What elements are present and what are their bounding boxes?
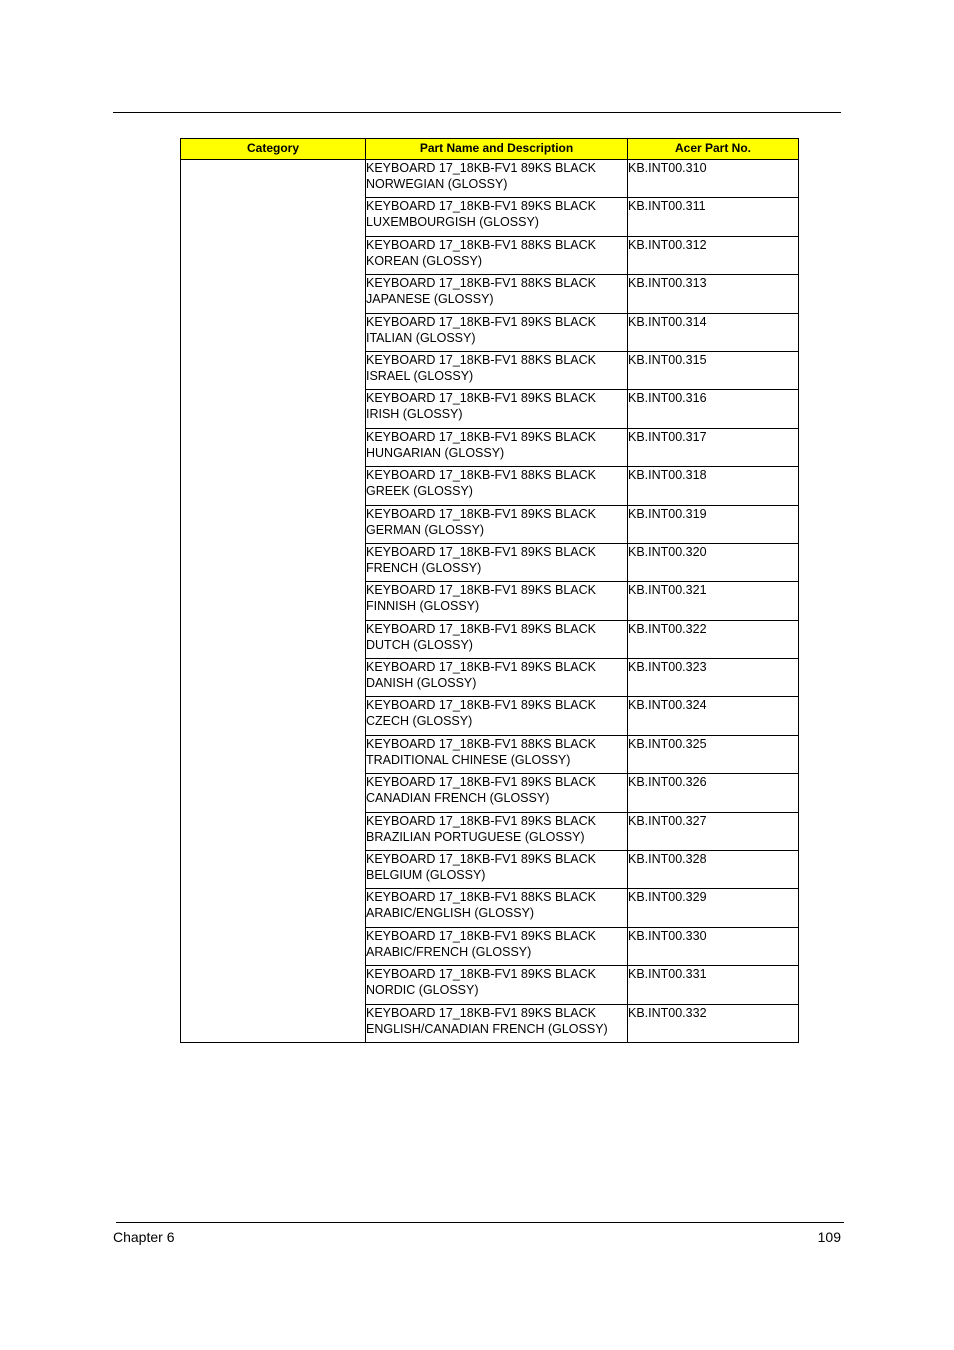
part-description-cell (366, 889, 628, 927)
part-description-line1: KEYBOARD 17_18KB-FV1 89KS BLACK (366, 928, 596, 943)
part-description-line1: KEYBOARD 17_18KB-FV1 89KS BLACK (366, 583, 596, 598)
part-description-line1: KEYBOARD 17_18KB-FV1 89KS BLACK (366, 967, 596, 982)
part-description-line2: NORWEGIAN (GLOSSY) (366, 177, 508, 191)
part-description-cell (366, 1004, 628, 1042)
part-description-line2: TRADITIONAL CHINESE (GLOSSY) (366, 752, 571, 767)
part-description-line2: CANADIAN FRENCH (GLOSSY) (366, 791, 550, 806)
part-description-cell (366, 467, 628, 505)
part-description-line2: ENGLISH/CANADIAN FRENCH (GLOSSY) (366, 1021, 608, 1036)
part-description-line2: FINNISH (GLOSSY) (366, 599, 480, 614)
table-row (181, 160, 799, 198)
header-rule (113, 112, 841, 113)
part-description-cell (366, 390, 628, 428)
part-description-line1: KEYBOARD 17_18KB-FV1 89KS BLACK (366, 429, 596, 444)
part-description-line2: IRISH (GLOSSY) (366, 407, 463, 422)
part-number-cell: KB.INT00.325 (628, 735, 799, 773)
part-description-cell (366, 351, 628, 389)
part-number-cell: KB.INT00.329 (628, 889, 799, 927)
part-description-line2: FRENCH (GLOSSY) (366, 560, 482, 575)
part-description-line2: GERMAN (GLOSSY) (366, 522, 485, 537)
part-description-cell (366, 160, 628, 198)
part-description-line2: LUXEMBOURGISH (GLOSSY) (366, 215, 539, 230)
part-description-line2: NORDIC (GLOSSY) (366, 983, 479, 998)
part-description-cell (366, 966, 628, 1004)
column-header-category: Category (181, 139, 366, 160)
part-description-line1: KEYBOARD 17_18KB-FV1 89KS BLACK (366, 775, 596, 790)
part-number-cell: KB.INT00.314 (628, 313, 799, 351)
part-number-cell: KB.INT00.320 (628, 543, 799, 581)
part-description-line1: KEYBOARD 17_18KB-FV1 88KS BLACK (366, 237, 596, 252)
part-number-cell: KB.INT00.328 (628, 851, 799, 889)
part-description-cell (366, 313, 628, 351)
part-description-line2: ITALIAN (GLOSSY) (366, 330, 476, 345)
part-description-line1: KEYBOARD 17_18KB-FV1 89KS BLACK (366, 660, 596, 675)
part-description-line1: KEYBOARD 17_18KB-FV1 88KS BLACK (366, 890, 596, 905)
part-description-line1: KEYBOARD 17_18KB-FV1 88KS BLACK (366, 468, 596, 483)
part-number-cell: KB.INT00.312 (628, 236, 799, 274)
table-body (181, 160, 799, 1043)
part-description-cell (366, 582, 628, 620)
part-description-line2: CZECH (GLOSSY) (366, 714, 473, 729)
part-description-line1: KEYBOARD 17_18KB-FV1 89KS BLACK (366, 506, 596, 521)
part-description-line1: KEYBOARD 17_18KB-FV1 89KS BLACK (366, 199, 596, 214)
part-number-cell: KB.INT00.316 (628, 390, 799, 428)
part-description-cell (366, 812, 628, 850)
part-number-cell: KB.INT00.310 (628, 160, 799, 198)
part-number-cell: KB.INT00.322 (628, 620, 799, 658)
part-description-cell (366, 428, 628, 466)
part-number-cell: KB.INT00.318 (628, 467, 799, 505)
part-description-line2: KOREAN (GLOSSY) (366, 253, 482, 268)
part-description-cell (366, 851, 628, 889)
part-number-cell: KB.INT00.332 (628, 1004, 799, 1042)
part-number-cell: KB.INT00.321 (628, 582, 799, 620)
part-number-cell: KB.INT00.311 (628, 198, 799, 236)
part-description-line2: ARABIC/ENGLISH (GLOSSY) (366, 906, 535, 921)
part-description-cell (366, 275, 628, 313)
column-header-part-name: Part Name and Description (366, 139, 628, 160)
part-description-cell (366, 505, 628, 543)
part-description-line2: JAPANESE (GLOSSY) (366, 292, 494, 307)
part-description-cell (366, 198, 628, 236)
part-number-cell: KB.INT00.323 (628, 659, 799, 697)
part-description-line2: DANISH (GLOSSY) (366, 676, 477, 691)
part-number-cell: KB.INT00.331 (628, 966, 799, 1004)
footer-rule (116, 1222, 844, 1223)
part-description-cell (366, 236, 628, 274)
part-description-line2: GREEK (GLOSSY) (366, 484, 473, 499)
part-description-cell (366, 774, 628, 812)
part-description-line2: HUNGARIAN (GLOSSY) (366, 445, 505, 460)
part-description-line1: KEYBOARD 17_18KB-FV1 89KS BLACK (366, 314, 596, 329)
part-description-cell (366, 697, 628, 735)
part-number-cell: KB.INT00.319 (628, 505, 799, 543)
part-description-cell (366, 543, 628, 581)
footer-page-number: 109 (817, 1229, 841, 1245)
part-description-line1: KEYBOARD 17_18KB-FV1 89KS BLACK (366, 1005, 596, 1020)
footer-chapter: Chapter 6 (113, 1229, 175, 1245)
part-description-cell (366, 620, 628, 658)
part-description-line1: KEYBOARD 17_18KB-FV1 89KS BLACK (366, 813, 596, 828)
part-description-line1: KEYBOARD 17_18KB-FV1 88KS BLACK (366, 276, 596, 291)
part-number-cell: KB.INT00.326 (628, 774, 799, 812)
part-description-cell (366, 659, 628, 697)
part-description-line1: KEYBOARD 17_18KB-FV1 89KS BLACK (366, 852, 596, 867)
part-description-line1: KEYBOARD 17_18KB-FV1 88KS BLACK (366, 736, 596, 751)
part-number-cell: KB.INT00.313 (628, 275, 799, 313)
category-cell (181, 160, 366, 1043)
part-description-cell (366, 927, 628, 965)
part-description-cell (366, 735, 628, 773)
part-description-line1: KEYBOARD 17_18KB-FV1 89KS BLACK (366, 391, 596, 406)
part-description-line1: KEYBOARD 17_18KB-FV1 88KS BLACK (366, 352, 596, 367)
part-description-line2: DUTCH (GLOSSY) (366, 637, 473, 652)
part-description-line1: KEYBOARD 17_18KB-FV1 89KS BLACK (366, 698, 596, 713)
column-header-part-number: Acer Part No. (628, 139, 799, 160)
part-description-line1: KEYBOARD 17_18KB-FV1 89KS BLACK (366, 621, 596, 636)
part-number-cell: KB.INT00.317 (628, 428, 799, 466)
part-description-line1: KEYBOARD 17_18KB-FV1 89KS BLACK (366, 544, 596, 559)
part-description-line2: ARABIC/FRENCH (GLOSSY) (366, 944, 532, 959)
part-description-line2: BRAZILIAN PORTUGUESE (GLOSSY) (366, 829, 585, 844)
parts-table (180, 138, 799, 1043)
part-description-line2: BELGIUM (GLOSSY) (366, 868, 486, 883)
part-description-line2: ISRAEL (GLOSSY) (366, 368, 474, 383)
part-number-cell: KB.INT00.327 (628, 812, 799, 850)
part-description-line1: KEYBOARD 17_18KB-FV1 89KS BLACK (366, 161, 596, 175)
part-number-cell: KB.INT00.330 (628, 927, 799, 965)
table-header-row (181, 139, 799, 160)
part-number-cell: KB.INT00.324 (628, 697, 799, 735)
part-number-cell: KB.INT00.315 (628, 351, 799, 389)
